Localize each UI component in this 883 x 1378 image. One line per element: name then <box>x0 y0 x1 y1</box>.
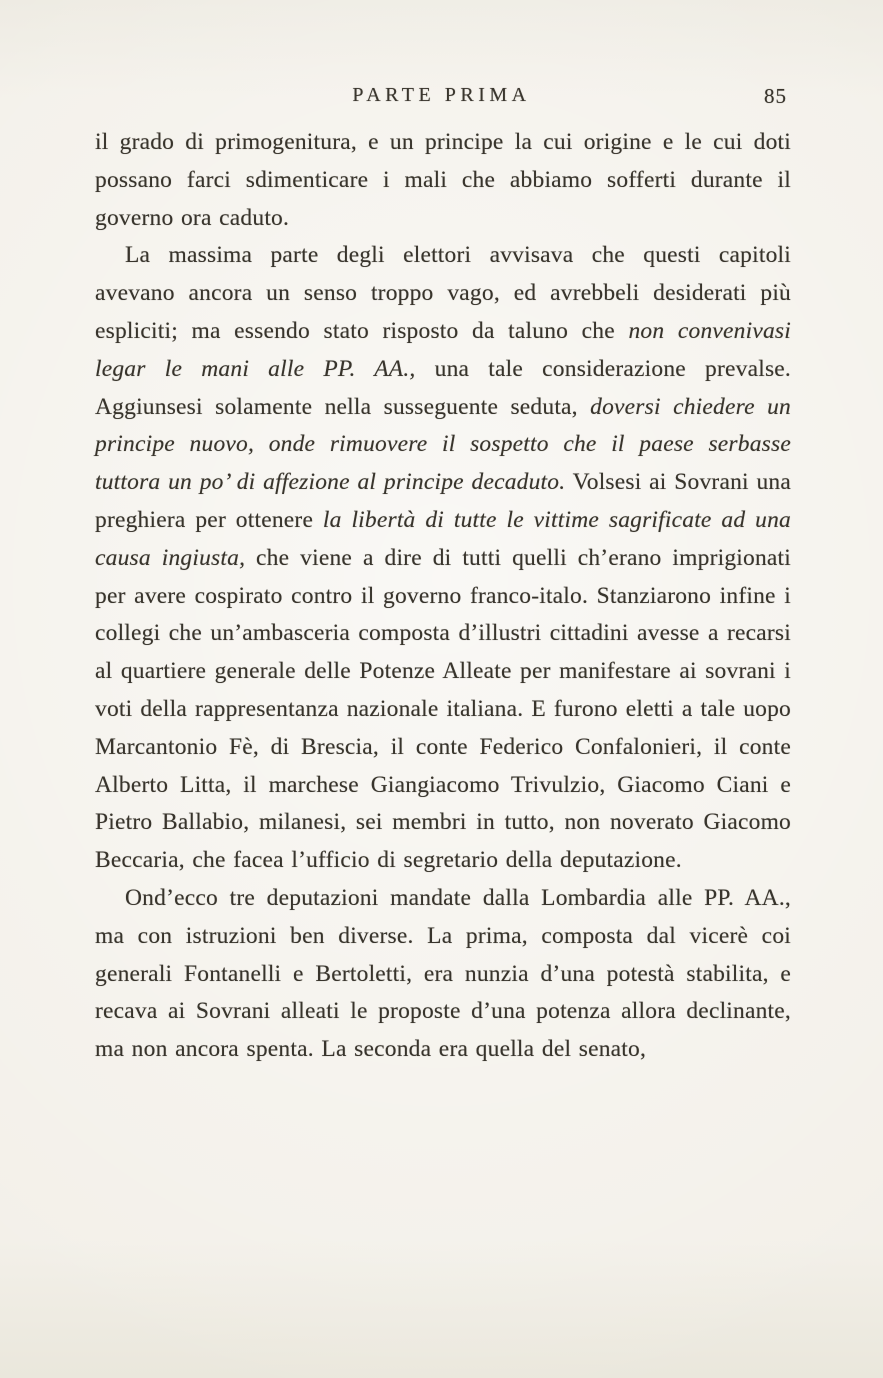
body-text: Ond’ecco tre deputazioni mandate dalla Lombardia alle PP. AA., ma con istruzioni ben diverse. La prima, composta dal vicerè coi generali Fontanelli e Bertoletti, era nunzia d’una potestà stabilita, e recava ai Sovrani alleati le proposte d’una potenza allora declinante, ma non ancora spenta. La seconda era quella del senato, <box>95 884 791 1063</box>
text-block <box>95 124 791 1069</box>
body-text: una tale considerazione prevalse. Aggiunsesi solamente nella susseguente seduta, <box>95 355 792 420</box>
section-title: PARTE PRIMA <box>352 84 531 106</box>
paragraph <box>95 124 791 237</box>
body-text: Volsesi ai Sovrani una preghiera per ottenere <box>95 469 791 533</box>
body-text: il grado di primogenitura, e un principe la cui origine e le cui doti possano farci sdimenticare i mali che abbiamo sofferti durante il governo ora caduto. <box>95 129 791 231</box>
italic-text: non convenivasi legar le mani alle PP. AA., <box>95 317 791 382</box>
paragraph <box>95 237 791 880</box>
body-text: che viene a dire di tutti quelli ch’erano imprigionati per avere cospirato contro il governo franco-italo. Stanziarono infine i collegi che un’ambasceria composta d’illustri cittadini avesse a recarsi al quartiere generale delle Potenze Alleate per manifestare ai sovrani i voti della rappresentanza nazionale italiana. E furono eletti a tale uopo Marcantonio Fè, di Brescia, il conte Federico Confalonieri, il conte Alberto Litta, il marchese Giangiacomo Trivulzio, Giacomo Ciani e Pietro Ballabio, milanesi, sei membri in tutto, non noverato Giacomo Beccaria, che facea l’ufficio di segretario della deputazione. <box>95 544 791 874</box>
italic-text: la libertà di tutte le vittime sagrificate ad una causa ingiusta, <box>95 506 791 571</box>
body-text: La massima parte degli elettori avvisava che questi capitoli avevano ancora un senso troppo vago, ed avrebbeli desiderati più espliciti; ma essendo stato risposto da taluno che <box>95 242 791 344</box>
page-number: 85 <box>764 84 787 108</box>
paragraph <box>95 880 791 1069</box>
page-header <box>0 0 883 116</box>
italic-text: doversi chiedere un principe nuovo, onde rimuovere il sospetto che il paese serbasse tuttora un po’ di affezione al principe decaduto. <box>95 393 791 496</box>
